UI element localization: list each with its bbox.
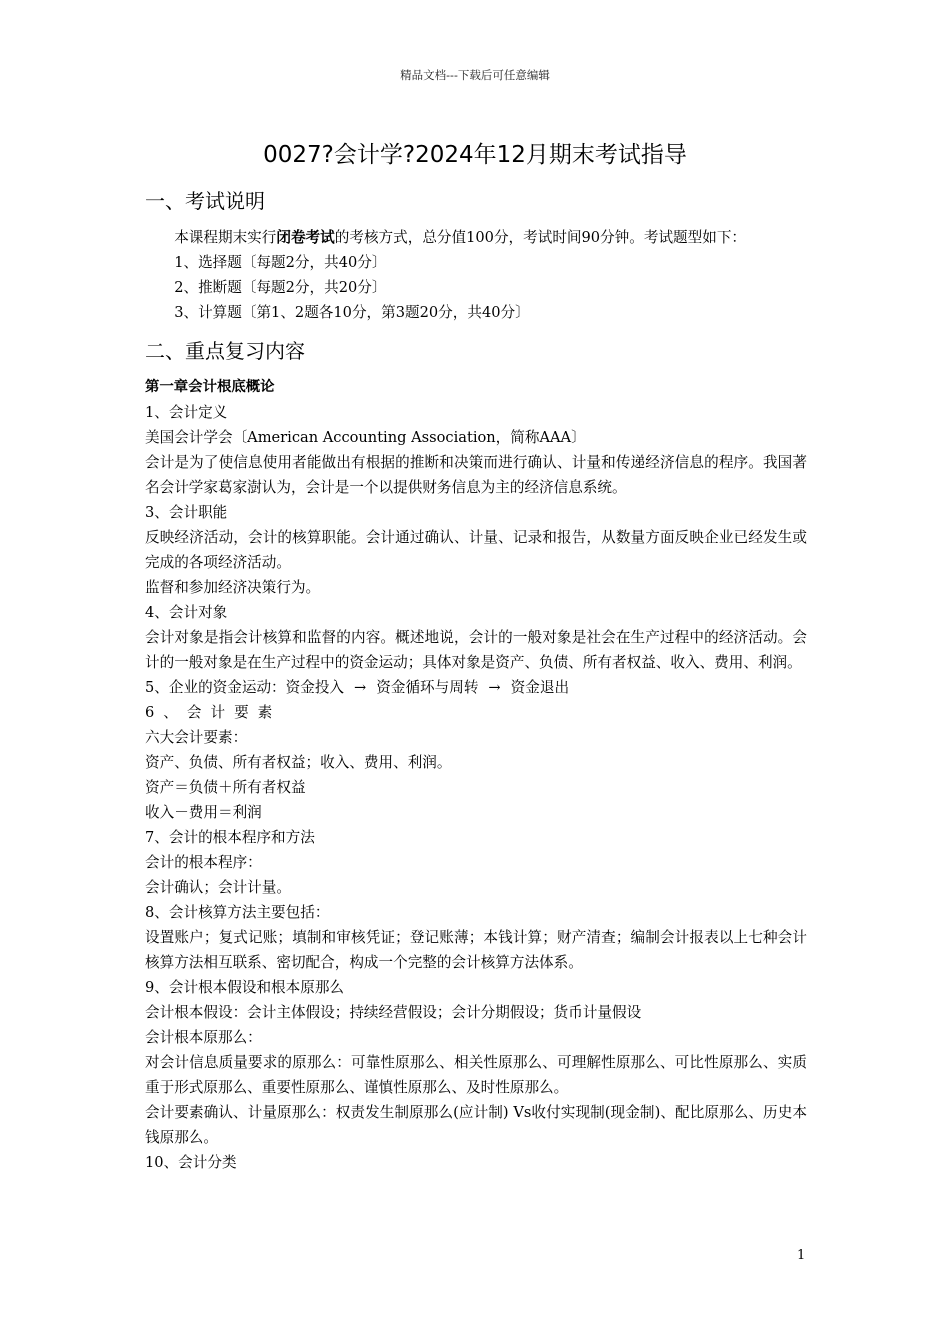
text-line: 六大会计要素： bbox=[145, 729, 248, 746]
chapter-title: 第一章会计根底概论 bbox=[145, 379, 275, 395]
intro-text-after: 的考核方式，总分值100分，考试时间90分钟。考试题型如下： bbox=[334, 229, 747, 246]
equation-line: 收入－费用＝利润 bbox=[145, 804, 262, 821]
section-heading-review: 二、重点复习内容 bbox=[145, 339, 305, 363]
text-line: 6、会计要素 bbox=[145, 704, 282, 721]
equation-line: 资产＝负债＋所有者权益 bbox=[145, 779, 306, 796]
flow-mid: 资金循环与周转 bbox=[376, 679, 479, 696]
text-line: 美国会计学会〔American Accounting Association，简称AAA〕 bbox=[145, 429, 586, 446]
arrow-right-icon: → bbox=[354, 679, 367, 696]
exam-item-judgement: 2、推断题〔每题2分，共20分〕 bbox=[174, 279, 387, 296]
text-line: 会计根本假设：会计主体假设；持续经营假设；会计分期假设；货币计量假设 bbox=[145, 1004, 642, 1021]
exam-item-choice: 1、选择题〔每题2分，共40分〕 bbox=[174, 254, 387, 271]
page-header: 精品文档---下载后可任意编辑 bbox=[400, 68, 550, 82]
text-paragraph: 会计要素确认、计量原那么：权责发生制原那么(应计制) Vs收付实现制(现金制)、配比原那么、历史本钱原那么。 bbox=[145, 1104, 807, 1146]
page-number: 1 bbox=[797, 1248, 806, 1263]
text-line: 7、会计的根本程序和方法 bbox=[145, 829, 315, 846]
document-title: 0027?会计学?2024年12月期末考试指导 bbox=[263, 142, 687, 168]
exam-intro-paragraph bbox=[145, 225, 807, 250]
text-paragraph: 会计对象是指会计核算和监督的内容。概述地说，会计的一般对象是社会在生产过程中的经济活动。会计的一般对象是在生产过程中的资金运动；具体对象是资产、负债、所有者权益、收入、费用、利润。 bbox=[145, 629, 807, 671]
intro-text-before: 本课程期末实行 bbox=[174, 229, 277, 246]
text-line: 10、会计分类 bbox=[145, 1154, 237, 1171]
fund-flow-line bbox=[145, 675, 807, 700]
text-paragraph: 对会计信息质量要求的原那么：可靠性原那么、相关性原那么、可理解性原那么、可比性原那么、实质重于形式原那么、重要性原那么、谨慎性原那么、及时性原那么。 bbox=[145, 1054, 807, 1096]
flow-end: 资金退出 bbox=[510, 679, 570, 696]
text-paragraph: 会计是为了使信息使用者能做出有根据的推断和决策而进行确认、计量和传递经济信息的程序。我国著名会计学家葛家澍认为，会计是一个以提供财务信息为主的经济信息系统。 bbox=[145, 454, 807, 496]
text-paragraph: 反映经济活动，会计的核算职能。会计通过确认、计量、记录和报告，从数量方面反映企业已经发生或完成的各项经济活动。 bbox=[145, 529, 807, 571]
text-line: 9、会计根本假设和根本原那么 bbox=[145, 979, 345, 996]
text-line: 4、会计对象 bbox=[145, 604, 228, 621]
text-line: 3、会计职能 bbox=[145, 504, 228, 521]
text-line: 1、会计定义 bbox=[145, 404, 228, 421]
text-line: 会计根本原那么： bbox=[145, 1029, 262, 1046]
text-line: 监督和参加经济决策行为。 bbox=[145, 579, 321, 596]
section-heading-exam-info: 一、考试说明 bbox=[145, 189, 265, 213]
flow-prefix: 5、企业的资金运动：资金投入 bbox=[145, 679, 345, 696]
text-line: 8、会计核算方法主要包括： bbox=[145, 904, 330, 921]
text-line: 会计确认；会计计量。 bbox=[145, 879, 291, 896]
text-paragraph: 设置账户；复式记账；填制和审核凭证；登记账薄；本钱计算；财产清查；编制会计报表以上七种会计核算方法相互联系、密切配合，构成一个完整的会计核算方法体系。 bbox=[145, 929, 807, 971]
intro-text-bold: 闭卷考试 bbox=[276, 229, 335, 246]
text-line: 会计的根本程序： bbox=[145, 854, 262, 871]
exam-item-calculation: 3、计算题〔第1、2题各10分，第3题20分，共40分〕 bbox=[174, 304, 530, 321]
text-line: 资产、负债、所有者权益；收入、费用、利润。 bbox=[145, 754, 452, 771]
arrow-right-icon: → bbox=[488, 679, 501, 696]
document-body bbox=[145, 186, 807, 1175]
